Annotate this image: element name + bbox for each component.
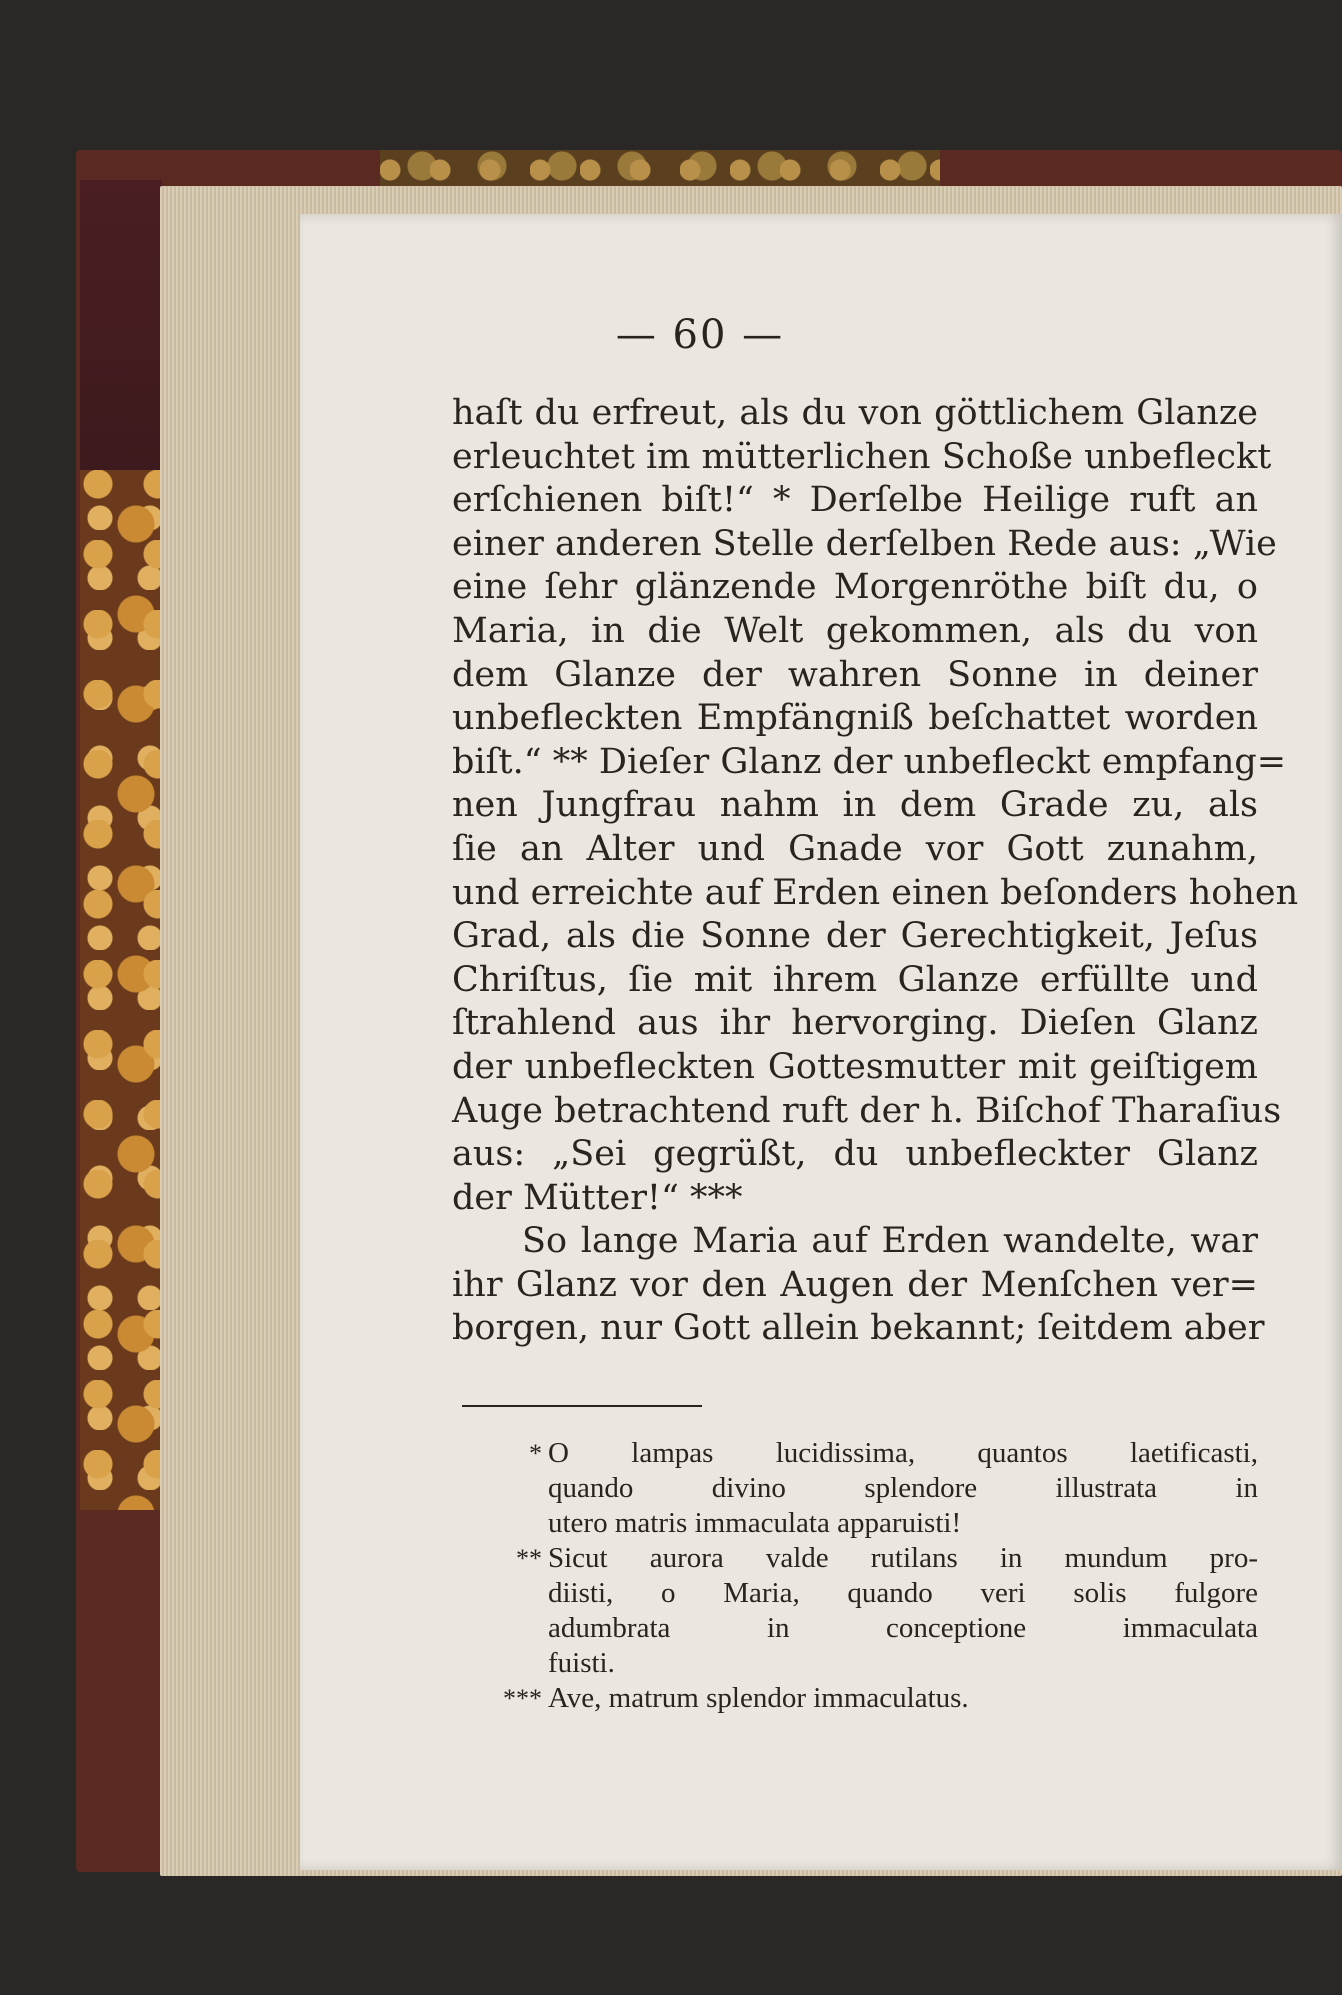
body-line: aus: „Sei gegrüßt, du unbefleckter Glanz bbox=[452, 1134, 1258, 1175]
body-line: einer anderen Stelle derſelben Rede aus: „Wie bbox=[452, 523, 1277, 564]
body-line: Grad, als die Sonne der Gerechtigkeit, Jeſus bbox=[452, 916, 1258, 957]
body-line: und erreichte auf Erden einen beſonders hohen bbox=[452, 872, 1299, 913]
body-line: ihr Glanz vor den Augen der Menſchen ver= bbox=[452, 1264, 1258, 1305]
body-line: erleuchtet im mütterlichen Schoße unbefleckt bbox=[452, 436, 1272, 477]
footnote-line: adumbrata in conceptione immaculata bbox=[548, 1612, 1258, 1644]
body-line: Maria, in die Welt gekommen, als du von bbox=[452, 610, 1258, 651]
body-line: biſt.“ ** Dieſer Glanz der unbefleckt empfang= bbox=[452, 741, 1287, 782]
body-line: der Mütter!“ *** bbox=[452, 1177, 743, 1218]
body-line: eine ſehr glänzende Morgenröthe biſt du, o bbox=[452, 567, 1258, 608]
footnote-line: Ave, matrum splendor immaculatus. bbox=[548, 1682, 969, 1714]
footnote-line: fuisti. bbox=[548, 1647, 615, 1679]
body-line: haſt du erfreut, als du von göttlichem Glanze bbox=[452, 393, 1258, 433]
footnote-line: O lampas lucidissima, quantos laetificasti, bbox=[548, 1437, 1258, 1469]
body-line: ſtrahlend aus ihr hervorging. Dieſen Glanz bbox=[452, 1003, 1258, 1044]
body-line: der unbefleckten Gottesmutter mit geiſtigem bbox=[452, 1046, 1258, 1087]
footnote-mark: * bbox=[529, 1439, 542, 1468]
book-spine-marbled-paper bbox=[80, 470, 162, 1510]
footnote-divider bbox=[462, 1405, 702, 1407]
footnote-line: diisti, o Maria, quando veri solis fulgore bbox=[548, 1577, 1258, 1609]
body-line: unbefleckten Empfängniß beſchattet worden bbox=[452, 698, 1258, 739]
footnote bbox=[478, 1436, 1258, 1541]
footnote bbox=[478, 1541, 1258, 1681]
footnote-mark: ** bbox=[516, 1544, 542, 1573]
body-line: Auge betrachtend ruft der h. Biſchof Tharaſius bbox=[452, 1090, 1282, 1131]
body-line: dem Glanze der wahren Sonne in deiner bbox=[452, 654, 1258, 695]
footnote-line: quando divino splendore illustrata in bbox=[548, 1472, 1258, 1504]
body-line: ſie an Alter und Gnade vor Gott zunahm, bbox=[452, 828, 1258, 869]
body-line: erſchienen biſt!“ * Derſelbe Heilige ruft an bbox=[452, 480, 1258, 521]
footnote-line: utero matris immaculata apparuisti! bbox=[548, 1507, 962, 1539]
footnote-line: Sicut aurora valde rutilans in mundum pro- bbox=[548, 1542, 1258, 1574]
body-text bbox=[452, 392, 1299, 1351]
body-line: Chriſtus, ſie mit ihrem Glanze erfüllte und bbox=[452, 959, 1258, 1000]
body-line: borgen, nur Gott allein bekannt; ſeitdem aber bbox=[452, 1308, 1265, 1349]
footnote-mark: *** bbox=[503, 1684, 542, 1713]
page-number: — 60 — bbox=[615, 312, 785, 358]
body-line: So lange Maria auf Erden wandelte, war bbox=[522, 1221, 1258, 1262]
book-spine-leather bbox=[80, 180, 162, 470]
footnotes bbox=[478, 1436, 1258, 1716]
footnote bbox=[478, 1681, 1258, 1716]
body-line: nen Jungfrau nahm in dem Grade zu, als bbox=[452, 785, 1258, 826]
